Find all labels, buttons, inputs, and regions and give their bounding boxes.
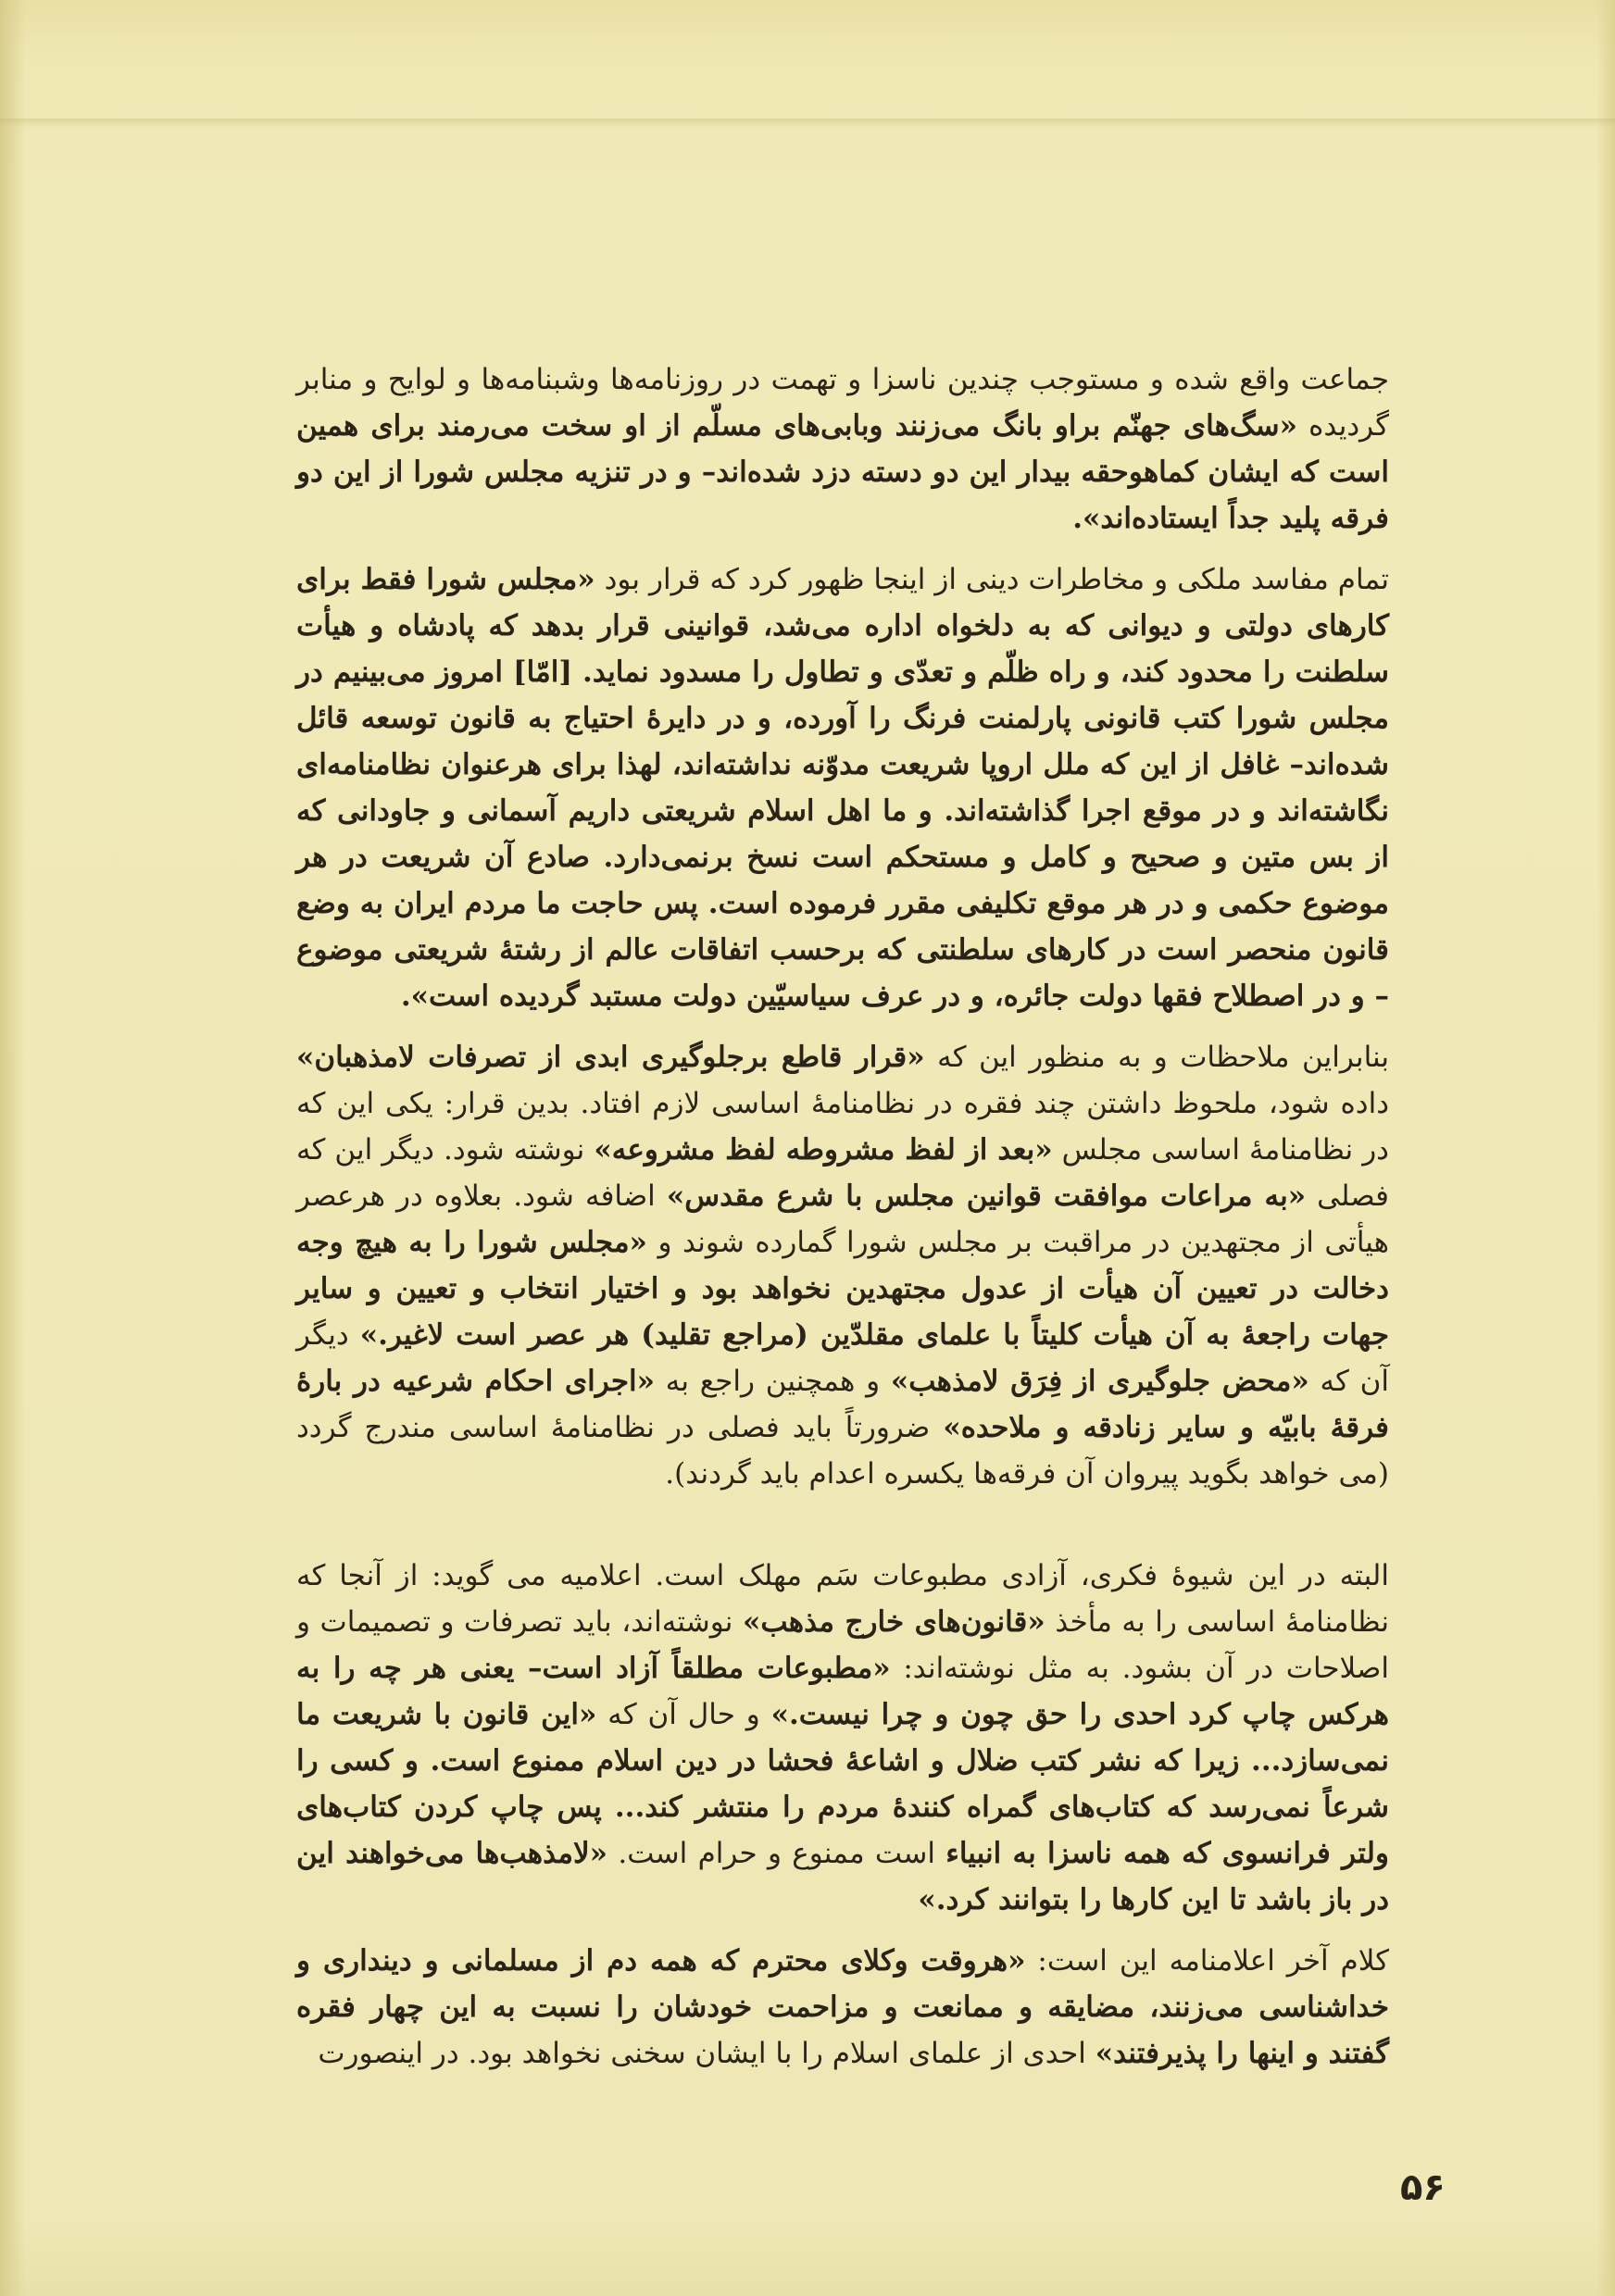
quoted-text: «لامذهب‌ها می‌خواهند این در باز باشد تا این کارها را بتوانند کرد.» [296, 1837, 1389, 1916]
quoted-text: «سگ‌های جهنّم براو بانگ می‌زنند وبابی‌های مسلّم از او سخت می‌رمند برای همین است که ایشان کماهوحقه بیدار این دو دسته دزد شده‌اند– و در تنزیه مجلس شورا از این دو فرقه پلید جداً ایستاده‌اند». [296, 409, 1389, 535]
paragraph-2 [296, 556, 1389, 1019]
paragraph-5 [296, 1938, 1389, 2077]
quoted-text: «هروقت وکلای محترم که همه دم از مسلمانی و دینداری و خداشناسی می‌زنند، مضایقه و ممانعت و مزاحمت خودشان را نسبت به این چهار فقره گفتند و اینها را پذیرفتند» [296, 1944, 1389, 2070]
paper-fold [0, 119, 1615, 128]
page-number: ۵۶ [1400, 2166, 1446, 2209]
body-text [296, 356, 1389, 2091]
quoted-text: «مطبوعات مطلقاً آزاد است– یعنی هر چه را به هرکس چاپ کرد احدی را حق چون و چرا نیست.» [296, 1652, 1389, 1731]
quoted-text: «محض جلوگیری از فِرَق لامذهب» [890, 1365, 1309, 1398]
text-run: احدی از علمای اسلام را با ایشان سخنی نخواهد بود. در اینصورت [318, 2037, 1095, 2070]
text-run: تمام مفاسد ملکی و مخاطرات دینی از اینجا ظهور کرد که قرار بود [595, 563, 1390, 596]
quoted-text: «قرار قاطع برجلوگیری ابدی از تصرفات لامذهبان» [296, 1041, 925, 1074]
text-run: و همچنین راجع به [655, 1365, 891, 1398]
quoted-text: «اجرای احکام شرعیه در بارهٔ فرقهٔ بابیّه و سایر زنادقه و ملاحده» [296, 1365, 1389, 1444]
text-run: و حال آن که [596, 1698, 771, 1731]
quoted-text: «این قانون با شریعت ما نمی‌سازد... زیرا که نشر کتب ضلال و اشاعهٔ فحشا در دین اسلام ممنوع است. و کسی را شرعاً نمی‌رسد که کتاب‌های گمراه کنندهٔ مردم را منتشر کند... پس چاپ کردن کتاب‌های ولتر فرانسوی که همه ناسزا به انبیاء [296, 1698, 1389, 1870]
text-run: ضرورتاً باید فصلی در نظامنامهٔ اساسی مندرج گردد (می خواهد بگوید پیروان آن فرقه‌ها یکسره اعدام باید گردند). [296, 1411, 1389, 1491]
scan-edge-left [0, 0, 26, 2296]
paragraph-1 [296, 356, 1389, 542]
text-run: کلام آخر اعلامنامه این است: [1025, 1944, 1389, 1978]
paragraph-3 [296, 1034, 1389, 1497]
text-run: جماعت واقع شده و مستوجب چندین ناسزا و تهمت در روزنامه‌ها وشبنامه‌ها و لوایح و منابر گردیده [296, 363, 1389, 443]
quoted-text: «قانون‌های خارج مذهب» [742, 1605, 1045, 1639]
quoted-text: «مجلس شورا فقط برای کارهای دولتی و دیوانی که به دلخواه اداره می‌شد، قوانینی قرار بدهد که پادشاه و هیأت سلطنت را محدود کند، و راه ظلّم و تعدّی و تطاول را مسدود نماید. [امّا] امروز می‌بینیم در مجلس شورا کتب قانونی پارلمنت فرنگ را آورده، و در دایرهٔ احتیاج به قانون توسعه قائل شده‌اند– غافل از این که ملل اروپا شریعت مدوّنه نداشته‌اند، لهذا برای هرعنوان نظامنامه‌ای نگاشته‌اند و در موقع اجرا گذاشته‌اند. و ما اهل اسلام شریعتی داریم آسمانی و جاودانی که از بس متین و صحیح و کامل و مستحکم است نسخ برنمی‌دارد. صادع آن شریعت در هر موضوع حکمی و در هر موقع تکلیفی مقرر فرموده است. پس حاجت ما مردم ایران به وضع قانون منحصر است در کارهای سلطنتی که برحسب اتفاقات عالم از رشتهٔ شریعتی موضوع – و در اصطلاح فقها دولت جائره، و در عرف سیاسیّین دولت مستبد گردیده است». [296, 563, 1389, 1013]
text-run: است ممنوع و حرام است. [607, 1837, 946, 1870]
scan-edge-right [1596, 0, 1615, 2296]
text-run: داده شود، ملحوظ داشتن چند فقره در نظامنامهٔ اساسی لازم افتاد. بدین قرار: یکی این که در نظامنامهٔ اساسی مجلس [296, 1087, 1389, 1167]
text-run: دیگر آن که [296, 1318, 1390, 1398]
text-run: البته در این شیوهٔ فکری، آزادی مطبوعات سَم مهلک است. اعلامیه می گوید: از آنجا که نظامنامهٔ اساسی را به مأخذ [296, 1559, 1389, 1639]
paragraph-4 [296, 1553, 1389, 1923]
quoted-text: «مجلس شورا را به هیچ وجه دخالت در تعیین آن هیأت از عدول مجتهدین نخواهد بود و اختیار انتخاب و تعیین و سایر جهات راجعهٔ به آن هیأت کلیتاً با علمای مقلدّین (مراجع تقلید) هر عصر است لاغیر.» [296, 1226, 1389, 1352]
quoted-text: «به مراعات موافقت قوانین مجلس با شرع مقدس» [666, 1179, 1307, 1213]
quoted-text: «بعد از لفظ مشروطه لفظ مشروعه» [594, 1133, 1053, 1167]
text-run: بنابراین ملاحظات و به منظور این که [924, 1041, 1389, 1074]
text-run: نوشته شود. دیگر این که فصلی [296, 1133, 1389, 1213]
text-run: اضافه شود. بعلاوه در هرعصر هیأتی از مجتهدین در مراقبت بر مجلس شورا گمارده شوند و [296, 1179, 1390, 1259]
text-run: نوشته‌اند، باید تصرفات و تصمیمات و اصلاحات در آن بشود. به مثل نوشته‌اند: [296, 1605, 1389, 1685]
